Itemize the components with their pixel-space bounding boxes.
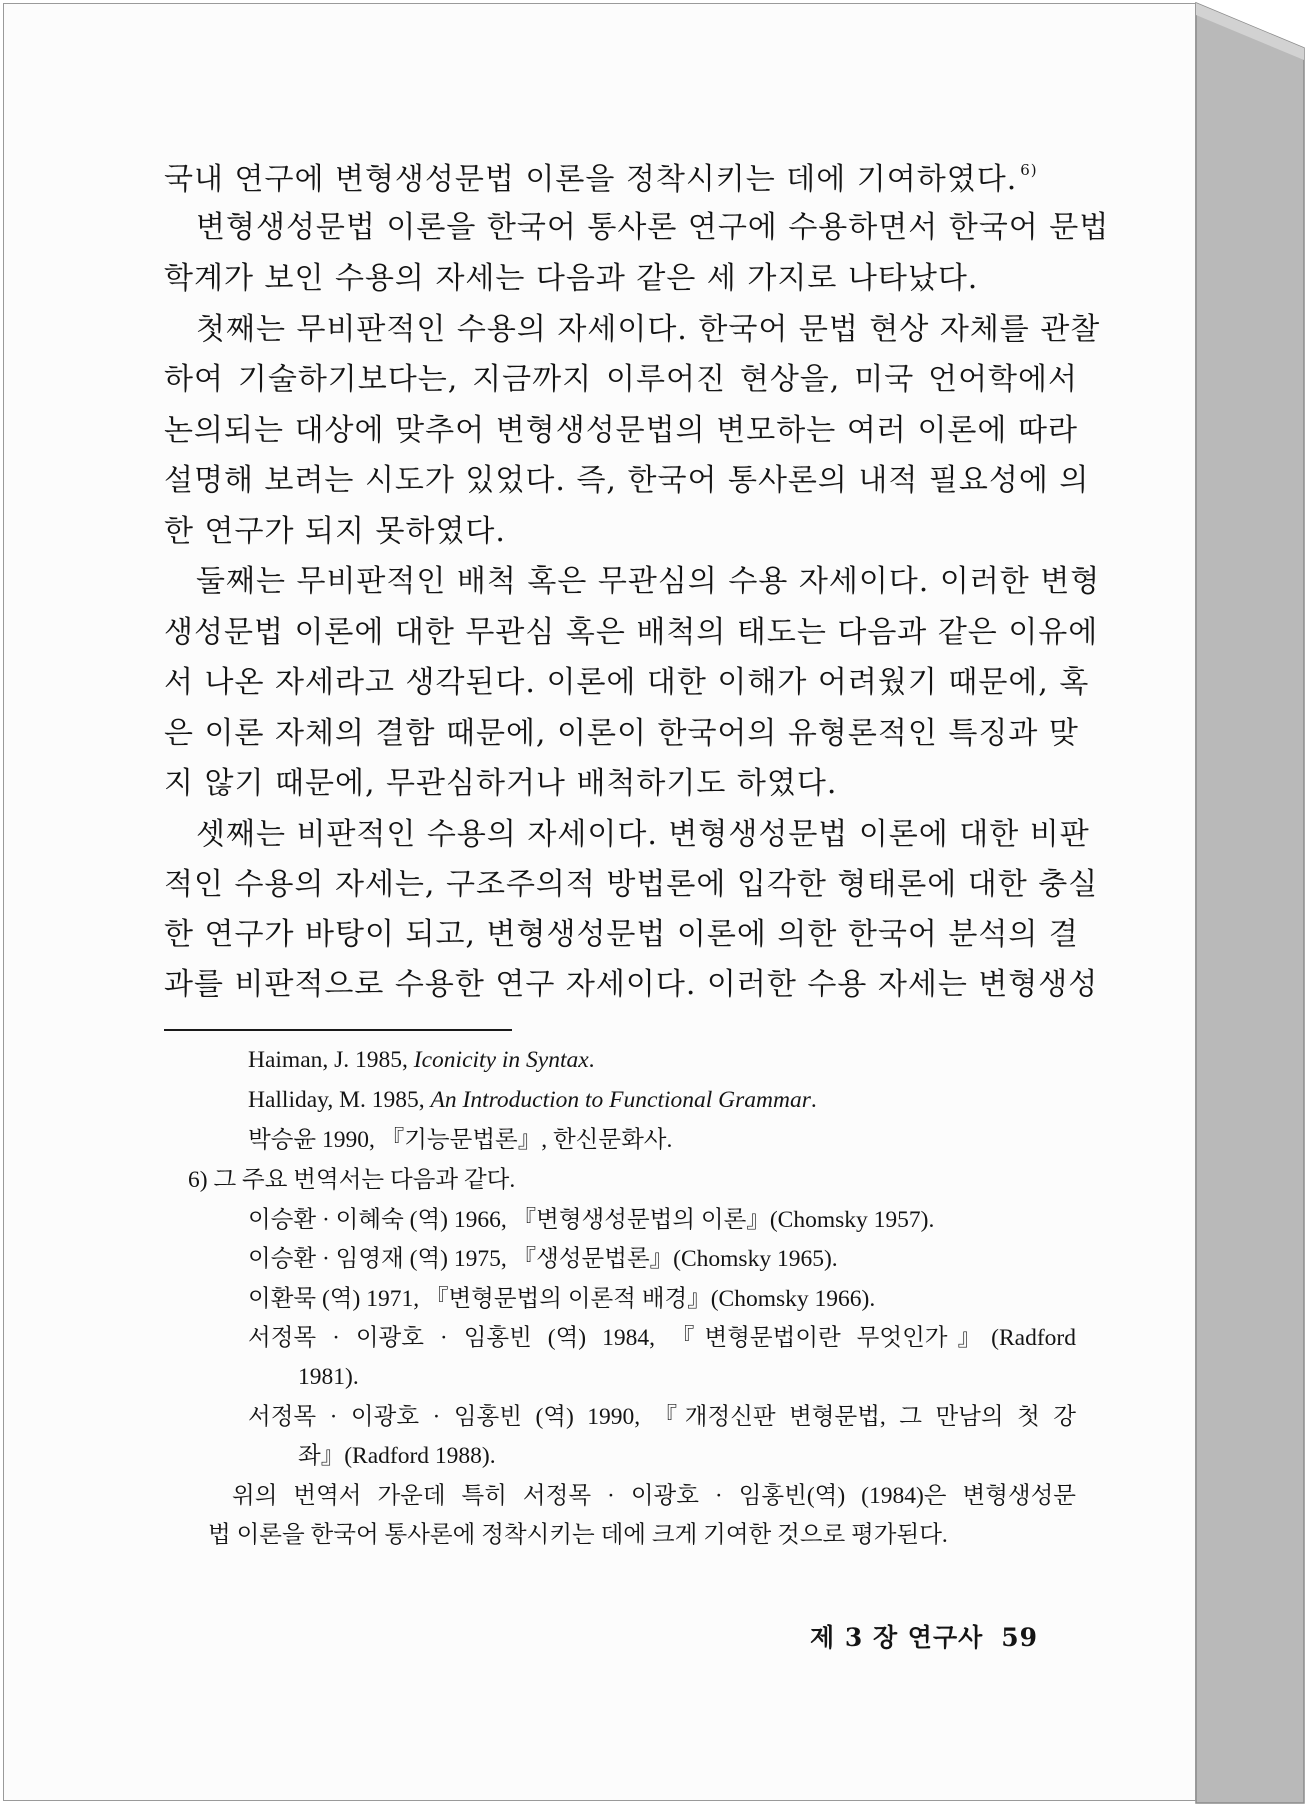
body-line-17: 과를 비판적으로 수용한 연구 자세이다. 이러한 수용 자세는 변형생성 bbox=[164, 967, 1099, 1002]
translation-entry-1: 이승환 · 이혜숙 (역) 1966, 『변형생성문법의 이론』(Chomsky 1957). bbox=[248, 1207, 935, 1233]
body-line-3: 학계가 보인 수용의 자세는 다음과 같은 세 가지로 나타났다. bbox=[164, 261, 979, 296]
body-line-10: 생성문법 이론에 대한 무관심 혹은 배척의 태도는 다음과 같은 이유에 bbox=[164, 615, 1099, 650]
translation-entry-2: 이승환 · 임영재 (역) 1975, 『생성문법론』(Chomsky 1965). bbox=[248, 1246, 838, 1272]
reference-haiman: Haiman, J. 1985, Iconicity in Syntax. bbox=[248, 1047, 595, 1073]
translation-entry-3: 이환묵 (역) 1971, 『변형문법의 이론적 배경』(Chomsky 1966). bbox=[248, 1286, 876, 1312]
body-line-4: 첫째는 무비판적인 수용의 자세이다. 한국어 문법 현상 자체를 관찰 bbox=[196, 312, 1101, 347]
body-line-13: 지 않기 때문에, 무관심하거나 배척하기도 하였다. bbox=[164, 766, 838, 801]
body-line-16: 한 연구가 바탕이 되고, 변형생성문법 이론에 의한 한국어 분석의 결 bbox=[164, 917, 1079, 952]
body-line-8: 한 연구가 되지 못하였다. bbox=[164, 514, 506, 549]
body-line-11: 서 나온 자세라고 생각된다. 이론에 대한 이해가 어려웠기 때문에, 혹 bbox=[164, 665, 1090, 700]
footnote-separator bbox=[164, 1029, 512, 1031]
translation-entry-4: 서정목 · 이광호 · 임홍빈 (역) 1984, 『변형문법이란 무엇인가』(Radford bbox=[248, 1325, 1076, 1351]
body-line-1: 국내 연구에 변형생성문법 이론을 정착시키는 데에 기여하였다. $^{6)}$ bbox=[164, 161, 1038, 197]
body-line-7: 설명해 보려는 시도가 있었다. 즉, 한국어 통사론의 내적 필요성에 의 bbox=[164, 463, 1090, 498]
footnote-marker-6[interactable]: 6) bbox=[1020, 161, 1038, 179]
translation-entry-5: 서정목 · 이광호 · 임홍빈 (역) 1990, 『개정신판 변형문법, 그 만남의 첫 강 bbox=[248, 1404, 1076, 1430]
body-line-15: 적인 수용의 자세는, 구조주의적 방법론에 입각한 형태론에 대한 충실 bbox=[164, 867, 1099, 902]
body-line-2: 변형생성문법 이론을 한국어 통사론 연구에 수용하면서 한국어 문법 bbox=[196, 210, 1110, 245]
reference-title: An Introduction to Functional Grammar bbox=[430, 1087, 811, 1113]
translation-entry-5-cont: 좌』(Radford 1988). bbox=[298, 1443, 496, 1469]
translation-entry-4-cont: 1981). bbox=[298, 1364, 359, 1390]
body-line-12: 은 이론 자체의 결함 때문에, 이론이 한국어의 유형론적인 특징과 맞 bbox=[164, 716, 1079, 751]
footnote-6-summary: 위의 번역서 가운데 특히 서정목 · 이광호 · 임홍빈(역) (1984)은 변형생성문 bbox=[232, 1483, 1076, 1509]
body-line-9: 둘째는 무비판적인 배척 혹은 무관심의 수용 자세이다. 이러한 변형 bbox=[196, 564, 1101, 599]
body-line-6: 논의되는 대상에 맞추어 변형생성문법의 변모하는 여러 이론에 따라 bbox=[164, 413, 1078, 448]
footnote-6-summary-cont: 법 이론을 한국어 통사론에 정착시키는 데에 크게 기여한 것으로 평가된다. bbox=[208, 1522, 948, 1548]
reference-title: Iconicity in Syntax bbox=[413, 1047, 589, 1073]
body-line-14: 셋째는 비판적인 수용의 자세이다. 변형생성문법 이론에 대한 비판 bbox=[196, 817, 1090, 852]
body-line-5: 하여 기술하기보다는, 지금까지 이루어진 현상을, 미국 언어학에서 bbox=[164, 362, 1078, 397]
footnote-6-intro: 6) 그 주요 번역서는 다음과 같다. bbox=[188, 1167, 516, 1193]
page-number: 59 bbox=[1001, 1623, 1039, 1652]
reference-park: 박승윤 1990, 『기능문법론』, 한신문화사. bbox=[248, 1127, 673, 1153]
running-footer bbox=[810, 1618, 1038, 1654]
reference-halliday: Halliday, M. 1985, An Introduction to Functional Grammar. bbox=[248, 1087, 817, 1113]
chapter-label: 제 3 장 연구사 bbox=[810, 1623, 984, 1652]
